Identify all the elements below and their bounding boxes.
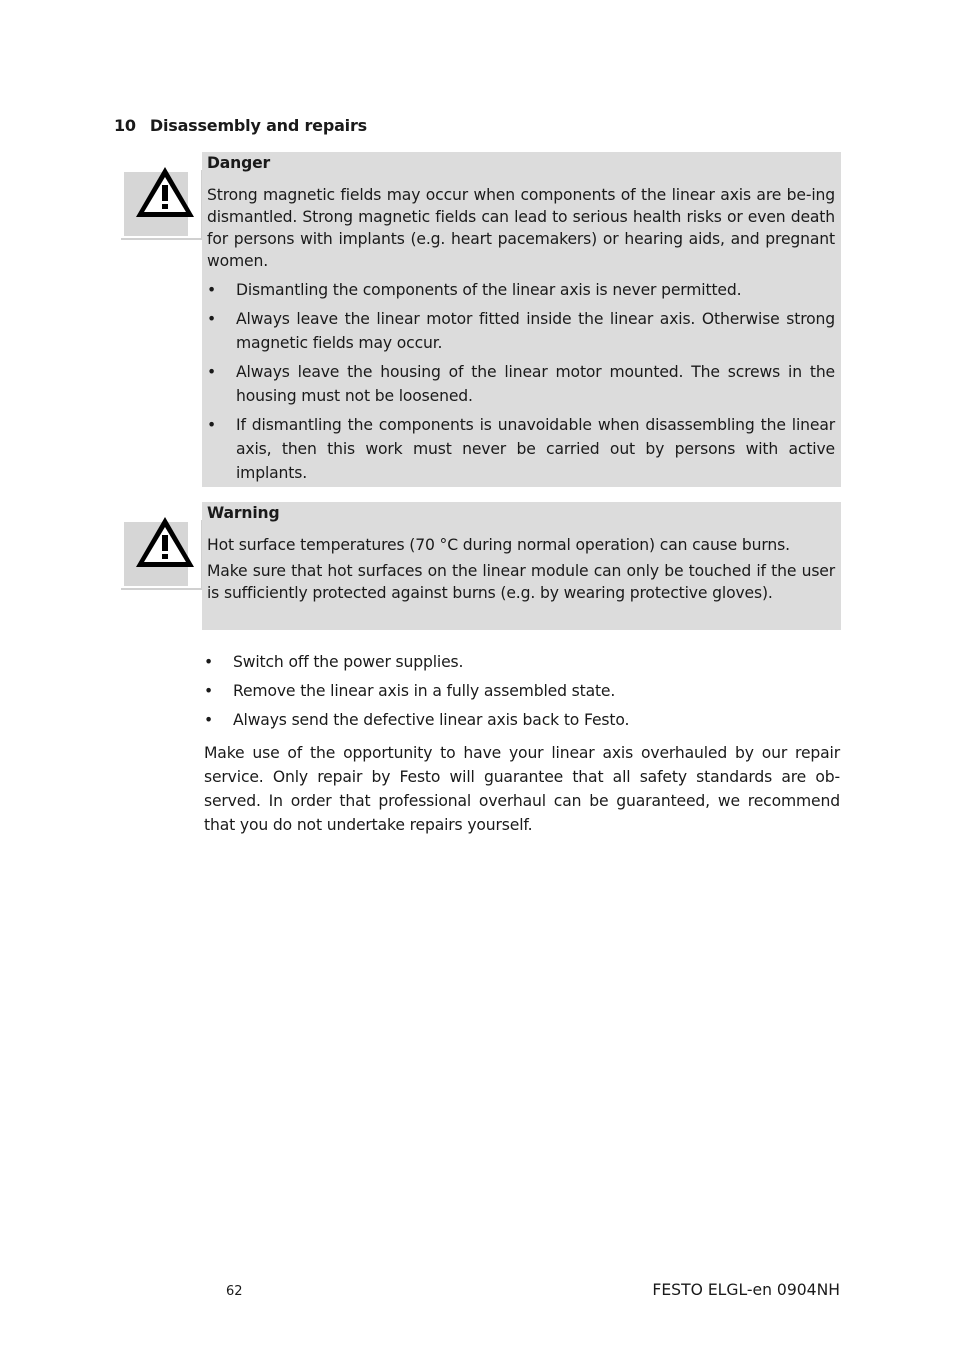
warning-notice	[202, 502, 841, 630]
danger-heading: Danger	[207, 154, 271, 172]
danger-icon-box	[121, 170, 202, 240]
section-title	[114, 116, 367, 135]
warning-icon-box	[121, 520, 202, 590]
list-item: • Remove the linear axis in a fully assembled state.	[204, 682, 616, 700]
list-item: • Dismantling the components of the linear axis is never permitted.	[207, 281, 742, 299]
warning-triangle-icon	[133, 511, 197, 571]
danger-notice	[202, 152, 841, 487]
warning-heading: Warning	[207, 504, 280, 522]
steps-list	[204, 650, 840, 737]
danger-list	[207, 278, 835, 485]
warning-triangle-icon	[133, 161, 197, 221]
repair-instructions	[204, 650, 840, 837]
danger-intro: Strong magnetic fields may occur when components of the linear axis are be-ing dismantled. Strong magnetic fields can lead to serious health risks or even death for persons with implants (e.g. heart pacemakers) or hearing aids, and pregnant women.	[207, 186, 835, 270]
warning-line-2: Make sure that hot surfaces on the linear module can only be touched if the user is sufficiently protected against burns (e.g. by wearing protective gloves).	[207, 562, 835, 602]
list-item: • If dismantling the components is unavoidable when disassembling the linear axis, then this work must never be carried out by persons with active implants.	[207, 416, 835, 482]
section-number: 10	[114, 116, 136, 135]
list-item: • Always send the defective linear axis back to Festo.	[204, 711, 630, 729]
page-number: 62	[226, 1284, 243, 1299]
document-id: FESTO ELGL-en 0904NH	[652, 1281, 840, 1299]
warning-line-1: Hot surface temperatures (70 °C during normal operation) can cause burns.	[207, 536, 790, 554]
closing-paragraph: Make use of the opportunity to have your linear axis overhauled by our repair service. Only repair by Festo will guarantee that all safety standards are ob-served. In order that professional overhaul can be guaranteed, we recommend that you do not undertake repairs yourself.	[204, 744, 840, 834]
list-item: • Always leave the housing of the linear motor mounted. The screws in the housing must not be loosened.	[207, 363, 835, 405]
section-heading: Disassembly and repairs	[149, 116, 367, 135]
list-item: • Switch off the power supplies.	[204, 653, 464, 671]
list-item: • Always leave the linear motor fitted inside the linear axis. Otherwise strong magnetic fields may occur.	[207, 310, 835, 352]
